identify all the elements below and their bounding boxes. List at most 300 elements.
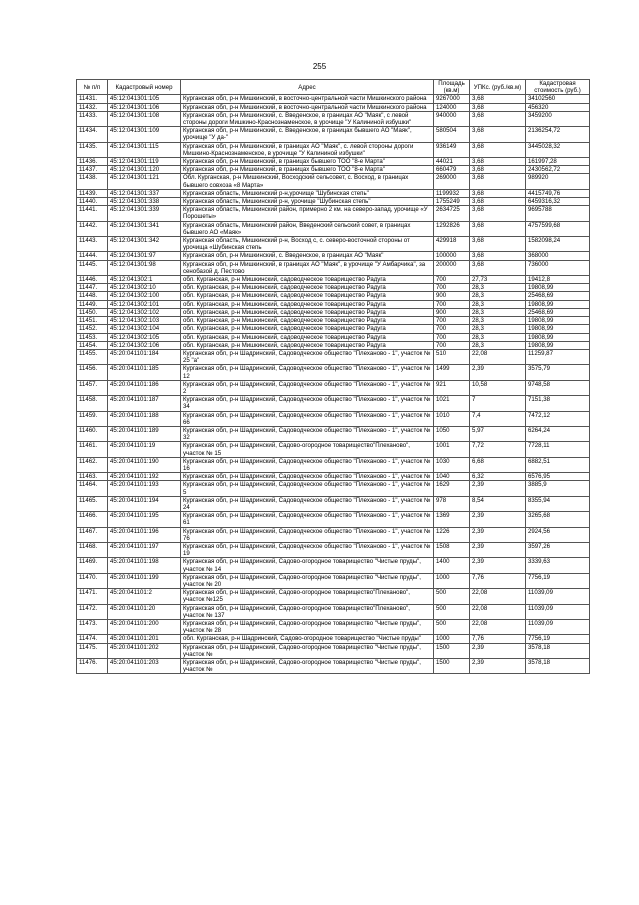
cell-upks: 2,39 bbox=[470, 365, 526, 380]
cell-num: 11467. bbox=[77, 527, 108, 542]
table-row bbox=[77, 496, 590, 511]
cell-cadastral-value: 1582098,24 bbox=[526, 237, 590, 252]
header-address: Адрес bbox=[181, 80, 434, 95]
cell-num: 11457. bbox=[77, 380, 108, 395]
cell-area: 900 bbox=[434, 292, 470, 300]
cell-area: 500 bbox=[434, 589, 470, 604]
cell-address: Курганская область, Мишкинский район, примерно 2 км. на северо-запад, урочище «У Порошеты» bbox=[181, 206, 434, 221]
cell-upks: 3,68 bbox=[470, 206, 526, 221]
table-header-row bbox=[77, 80, 590, 95]
cell-cadastral-value: 3459200 bbox=[526, 111, 590, 126]
cell-num: 11436. bbox=[77, 158, 108, 166]
cell-cadastral-value: 3575,79 bbox=[526, 365, 590, 380]
cell-upks: 2,39 bbox=[470, 512, 526, 527]
cell-upks: 3,68 bbox=[470, 166, 526, 174]
cell-cadastral-number: 45:20:041101:189 bbox=[108, 426, 181, 441]
table-row bbox=[77, 300, 590, 308]
cell-upks: 7,76 bbox=[470, 635, 526, 643]
cell-address: Курганская обл, р-н Мишкинский, с. Введенское, в границах АО "Маяк", с левой стороны дороги Мишкино-Краснознаменское, в урочище "У Калининой избушки" bbox=[181, 111, 434, 126]
cell-area: 700 bbox=[434, 333, 470, 341]
cell-cadastral-number: 45:20:041101:192 bbox=[108, 473, 181, 481]
table-row bbox=[77, 158, 590, 166]
cell-cadastral-value: 11039,09 bbox=[526, 620, 590, 635]
cell-cadastral-value: 19808,99 bbox=[526, 317, 590, 325]
table-row bbox=[77, 325, 590, 333]
cell-upks: 28,3 bbox=[470, 341, 526, 349]
cell-cadastral-value: 2924,56 bbox=[526, 527, 590, 542]
table-row bbox=[77, 589, 590, 604]
cell-address: обл. Курганская, р-н Мишкинский, садоводческое товарищество Радуга bbox=[181, 308, 434, 316]
cell-num: 11472. bbox=[77, 604, 108, 619]
cell-address: Курганская обл, р-н Шадринский, Садово-огородное товарищество "Чистые пруды", участок № bbox=[181, 643, 434, 658]
table-row bbox=[77, 111, 590, 126]
cell-address: Курганская обл, р-н Шадринский, Садоводческое общество "Плеханово - 1", участок № 61 bbox=[181, 512, 434, 527]
table-row bbox=[77, 349, 590, 364]
page-number: 255 bbox=[312, 62, 327, 71]
cell-address: обл. Курганская, р-н Мишкинский, садоводческое товарищество Радуга bbox=[181, 284, 434, 292]
cell-upks: 3,68 bbox=[470, 260, 526, 275]
cell-cadastral-number: 45:20:041101:203 bbox=[108, 659, 181, 674]
table-row bbox=[77, 457, 590, 472]
cell-address: Курганская обл, р-н Мишкинский, с. Введенское, в границах АО "Маяк" bbox=[181, 252, 434, 260]
cell-address: обл. Курганская, р-н Мишкинский, садоводческое товарищество Радуга bbox=[181, 300, 434, 308]
cell-cadastral-number: 45:12:041301:115 bbox=[108, 142, 181, 157]
cell-address: Курганская область, Мишкинский р-н, Восход с, с. северо-восточной стороны от урочища «Шубинская степь bbox=[181, 237, 434, 252]
cell-area: 921 bbox=[434, 380, 470, 395]
cell-address: Курганская обл, р-н Шадринский, Садоводческое общество "Плеханово - 1", участок № 16 bbox=[181, 457, 434, 472]
cell-address: Курганская обл, р-н Шадринский, Садоводческое общество "Плеханово - 1", участок № 12 bbox=[181, 365, 434, 380]
cell-area: 100000 bbox=[434, 252, 470, 260]
cell-upks: 7 bbox=[470, 396, 526, 411]
cell-num: 11474. bbox=[77, 635, 108, 643]
cell-area: 700 bbox=[434, 341, 470, 349]
cell-area: 940000 bbox=[434, 111, 470, 126]
cell-upks: 27,73 bbox=[470, 276, 526, 284]
cell-upks: 3,68 bbox=[470, 142, 526, 157]
cell-upks: 22,08 bbox=[470, 620, 526, 635]
cell-cadastral-value: 3339,63 bbox=[526, 558, 590, 573]
cell-num: 11439. bbox=[77, 189, 108, 197]
cell-num: 11431. bbox=[77, 95, 108, 103]
cell-upks: 28,3 bbox=[470, 308, 526, 316]
header-value: Кадастровая стоимость (руб.) bbox=[526, 80, 590, 95]
cell-num: 11445. bbox=[77, 260, 108, 275]
cell-cadastral-value: 456320 bbox=[526, 103, 590, 111]
cell-cadastral-value: 6882,51 bbox=[526, 457, 590, 472]
table-row bbox=[77, 292, 590, 300]
cell-address: Курганская обл, р-н Мишкинский, в границах бывшего ТОО "8-е Марта" bbox=[181, 158, 434, 166]
table-row bbox=[77, 252, 590, 260]
cell-num: 11464. bbox=[77, 481, 108, 496]
cell-cadastral-number: 45:12:041301:97 bbox=[108, 252, 181, 260]
table-row bbox=[77, 308, 590, 316]
cell-area: 510 bbox=[434, 349, 470, 364]
cell-cadastral-number: 45:12:041301:339 bbox=[108, 206, 181, 221]
cell-address: обл. Курганская, р-н Мишкинский, садоводческое товарищество Радуга bbox=[181, 317, 434, 325]
cell-upks: 3,68 bbox=[470, 158, 526, 166]
cell-cadastral-number: 45:20:041101:200 bbox=[108, 620, 181, 635]
cell-num: 11473. bbox=[77, 620, 108, 635]
cell-cadastral-value: 2136254,72 bbox=[526, 127, 590, 142]
table-row bbox=[77, 426, 590, 441]
cell-upks: 3,68 bbox=[470, 189, 526, 197]
cell-num: 11446. bbox=[77, 276, 108, 284]
cell-area: 500 bbox=[434, 604, 470, 619]
cell-area: 1508 bbox=[434, 542, 470, 557]
table-row bbox=[77, 317, 590, 325]
cell-address: Курганская обл, р-н Шадринский, Садоводческое общество "Плеханово - 1", участок № bbox=[181, 473, 434, 481]
cell-cadastral-value: 3445028,32 bbox=[526, 142, 590, 157]
header-upks: УПКс. (руб./кв.м) bbox=[470, 80, 526, 95]
cell-area: 700 bbox=[434, 325, 470, 333]
cell-area: 44021 bbox=[434, 158, 470, 166]
cell-address: Курганская обл, р-н Мишкинский, в границах АО "Маяк", с. левой стороны дороги Мишкино-Краснознаменское, в урочище "У Калининой избушки" bbox=[181, 142, 434, 157]
cell-num: 11435. bbox=[77, 142, 108, 157]
cell-upks: 22,08 bbox=[470, 589, 526, 604]
table-row bbox=[77, 380, 590, 395]
cell-upks: 3,68 bbox=[470, 174, 526, 189]
cell-address: Курганская область, Мишкинский р-н, урочище "Шубинская степь" bbox=[181, 198, 434, 206]
cell-cadastral-number: 45:12:041302:103 bbox=[108, 317, 181, 325]
cell-address: Курганская обл, р-н Шадринский, Садоводческое общество "Плеханово - 1", участок № 66 bbox=[181, 411, 434, 426]
cell-area: 1629 bbox=[434, 481, 470, 496]
cell-upks: 8,54 bbox=[470, 496, 526, 511]
cell-num: 11451. bbox=[77, 317, 108, 325]
cell-upks: 28,3 bbox=[470, 317, 526, 325]
table-row bbox=[77, 221, 590, 236]
cell-cadastral-value: 6576,95 bbox=[526, 473, 590, 481]
cell-cadastral-number: 45:12:041301:119 bbox=[108, 158, 181, 166]
cell-cadastral-value: 6459316,32 bbox=[526, 198, 590, 206]
cell-cadastral-value: 161997,28 bbox=[526, 158, 590, 166]
cell-cadastral-number: 45:12:041302:1 bbox=[108, 276, 181, 284]
table-row bbox=[77, 127, 590, 142]
cell-cadastral-value: 3578,18 bbox=[526, 643, 590, 658]
cell-area: 660479 bbox=[434, 166, 470, 174]
table-row bbox=[77, 174, 590, 189]
header-num: № п/п bbox=[77, 80, 108, 95]
cell-address: Курганская обл, р-н Шадринский, Садоводческое общество "Плеханово - 1", участок № 25 "а" bbox=[181, 349, 434, 364]
cell-cadastral-value: 368000 bbox=[526, 252, 590, 260]
table-row bbox=[77, 276, 590, 284]
cell-cadastral-number: 45:20:041101:199 bbox=[108, 573, 181, 588]
cell-area: 580504 bbox=[434, 127, 470, 142]
cell-address: Курганская обл, р-н Шадринский, Садово-огородное товарищество "Чистые пруды", участок № 20 bbox=[181, 573, 434, 588]
cell-area: 1292826 bbox=[434, 221, 470, 236]
cell-num: 11460. bbox=[77, 426, 108, 441]
cell-upks: 7,4 bbox=[470, 411, 526, 426]
cell-cadastral-value: 3885,9 bbox=[526, 481, 590, 496]
cell-cadastral-value: 19808,99 bbox=[526, 341, 590, 349]
cell-upks: 6,68 bbox=[470, 457, 526, 472]
cell-cadastral-value: 9748,58 bbox=[526, 380, 590, 395]
cell-cadastral-number: 45:20:041101:197 bbox=[108, 542, 181, 557]
cell-num: 11443. bbox=[77, 237, 108, 252]
cell-address: Курганская обл, р-н Шадринский, Садово-огородное товарищество "Чистые пруды", участок № bbox=[181, 659, 434, 674]
cell-area: 500 bbox=[434, 620, 470, 635]
table-row bbox=[77, 473, 590, 481]
cell-upks: 6,32 bbox=[470, 473, 526, 481]
cell-area: 700 bbox=[434, 317, 470, 325]
table-row bbox=[77, 142, 590, 157]
cell-upks: 3,68 bbox=[470, 111, 526, 126]
cell-num: 11453. bbox=[77, 333, 108, 341]
cadastral-value-table bbox=[76, 79, 590, 674]
cell-cadastral-value: 25468,69 bbox=[526, 308, 590, 316]
cell-num: 11463. bbox=[77, 473, 108, 481]
cell-num: 11432. bbox=[77, 103, 108, 111]
cell-upks: 3,68 bbox=[470, 95, 526, 103]
cell-upks: 22,08 bbox=[470, 349, 526, 364]
cell-cadastral-number: 45:20:041101:202 bbox=[108, 643, 181, 658]
cell-upks: 28,3 bbox=[470, 333, 526, 341]
cell-cadastral-number: 45:12:041301:98 bbox=[108, 260, 181, 275]
cell-address: Курганская обл, р-н Шадринский, Садоводческое общество "Плеханово - 1", участок № 2 bbox=[181, 380, 434, 395]
cell-cadastral-value: 6264,24 bbox=[526, 426, 590, 441]
cell-cadastral-value: 19412,8 bbox=[526, 276, 590, 284]
cell-cadastral-value: 34102560 bbox=[526, 95, 590, 103]
cell-cadastral-value: 7151,38 bbox=[526, 396, 590, 411]
cell-upks: 2,39 bbox=[470, 558, 526, 573]
cell-num: 11447. bbox=[77, 284, 108, 292]
cell-cadastral-value: 25468,69 bbox=[526, 292, 590, 300]
cell-area: 1500 bbox=[434, 659, 470, 674]
cell-area: 1400 bbox=[434, 558, 470, 573]
cell-num: 11434. bbox=[77, 127, 108, 142]
cell-num: 11442. bbox=[77, 221, 108, 236]
cell-cadastral-number: 45:20:041101:194 bbox=[108, 496, 181, 511]
table-row bbox=[77, 512, 590, 527]
cell-address: Обл. Курганская, р-н Мишкинский, Восходский сельсовет, с. Восход, в границах бывшего совхоза «8 Марта» bbox=[181, 174, 434, 189]
cell-upks: 28,3 bbox=[470, 325, 526, 333]
cell-cadastral-number: 45:12:041302:10 bbox=[108, 284, 181, 292]
cell-cadastral-number: 45:12:041301:342 bbox=[108, 237, 181, 252]
cell-upks: 28,3 bbox=[470, 284, 526, 292]
cell-cadastral-number: 45:12:041301:106 bbox=[108, 103, 181, 111]
cell-num: 11469. bbox=[77, 558, 108, 573]
cell-address: Курганская обл, р-н Шадринский, Садово-огородное товарищество"Плеханово", участок №125 bbox=[181, 589, 434, 604]
cell-cadastral-value: 736000 bbox=[526, 260, 590, 275]
cell-address: обл. Курганская, р-н Мишкинский, садоводческое товарищество Радуга bbox=[181, 325, 434, 333]
cell-address: Курганская обл, р-н Шадринский, Садово-огородное товарищество"Плеханово", участок № 15 bbox=[181, 442, 434, 457]
cell-address: Курганская область, Мишкинский р-н,урочище "Шубинская степь" bbox=[181, 189, 434, 197]
cell-cadastral-number: 45:20:041101:195 bbox=[108, 512, 181, 527]
table-row bbox=[77, 659, 590, 674]
cell-area: 700 bbox=[434, 284, 470, 292]
cell-area: 1499 bbox=[434, 365, 470, 380]
table-row bbox=[77, 411, 590, 426]
cell-upks: 5,97 bbox=[470, 426, 526, 441]
cell-area: 1000 bbox=[434, 573, 470, 588]
cell-cadastral-number: 45:20:041101:2 bbox=[108, 589, 181, 604]
cell-area: 1050 bbox=[434, 426, 470, 441]
cell-upks: 7,72 bbox=[470, 442, 526, 457]
table-row bbox=[77, 643, 590, 658]
table-row bbox=[77, 189, 590, 197]
cell-num: 11456. bbox=[77, 365, 108, 380]
cell-upks: 3,68 bbox=[470, 127, 526, 142]
cell-area: 1040 bbox=[434, 473, 470, 481]
table-row bbox=[77, 333, 590, 341]
cell-cadastral-number: 45:20:041101:19 bbox=[108, 442, 181, 457]
cell-cadastral-number: 45:12:041301:108 bbox=[108, 111, 181, 126]
cell-address: Курганская обл, р-н Шадринский, Садово-огородное товарищество"Плеханово", участок № 137 bbox=[181, 604, 434, 619]
table-row bbox=[77, 558, 590, 573]
cell-area: 1010 bbox=[434, 411, 470, 426]
cell-address: Курганская обл, р-н Мишкинский, в восточно-центральной части Мишкинского района bbox=[181, 95, 434, 103]
cell-area: 1199932 bbox=[434, 189, 470, 197]
cell-area: 700 bbox=[434, 276, 470, 284]
cell-num: 11438. bbox=[77, 174, 108, 189]
cell-num: 11458. bbox=[77, 396, 108, 411]
cell-cadastral-number: 45:20:041101:201 bbox=[108, 635, 181, 643]
cell-num: 11459. bbox=[77, 411, 108, 426]
cell-address: обл. Курганская, р-н Шадринский, Садово-огородное товарищество "Чистые пруды" bbox=[181, 635, 434, 643]
cell-cadastral-value: 989920 bbox=[526, 174, 590, 189]
cell-upks: 2,39 bbox=[470, 481, 526, 496]
cell-num: 11468. bbox=[77, 542, 108, 557]
cell-cadastral-number: 45:20:041101:184 bbox=[108, 349, 181, 364]
cell-address: Курганская обл, р-н Шадринский, Садоводческое общество "Плеханово - 1", участок № 19 bbox=[181, 542, 434, 557]
cell-cadastral-value: 11259,87 bbox=[526, 349, 590, 364]
cell-cadastral-number: 45:12:041301:120 bbox=[108, 166, 181, 174]
cell-area: 1021 bbox=[434, 396, 470, 411]
cell-num: 11440. bbox=[77, 198, 108, 206]
table-row bbox=[77, 527, 590, 542]
cell-num: 11470. bbox=[77, 573, 108, 588]
cell-upks: 3,68 bbox=[470, 198, 526, 206]
cell-cadastral-number: 45:20:041101:193 bbox=[108, 481, 181, 496]
cell-area: 1226 bbox=[434, 527, 470, 542]
cell-upks: 3,68 bbox=[470, 103, 526, 111]
table-row bbox=[77, 198, 590, 206]
cell-cadastral-number: 45:20:041101:186 bbox=[108, 380, 181, 395]
table-row bbox=[77, 365, 590, 380]
cell-address: Курганская обл, р-н Мишкинский, с. Введенское, в границах бывшего АО "Маяк", урочище "У да-" bbox=[181, 127, 434, 142]
cell-area: 1369 bbox=[434, 512, 470, 527]
cell-cadastral-number: 45:20:041101:188 bbox=[108, 411, 181, 426]
cell-upks: 3,68 bbox=[470, 221, 526, 236]
cell-cadastral-value: 8355,94 bbox=[526, 496, 590, 511]
cell-cadastral-number: 45:20:041101:185 bbox=[108, 365, 181, 380]
cell-address: Курганская обл, р-н Шадринский, Садово-огородное товарищество "Чистые пруды", участок № 28 bbox=[181, 620, 434, 635]
cell-upks: 10,58 bbox=[470, 380, 526, 395]
cell-num: 11455. bbox=[77, 349, 108, 364]
cell-cadastral-value: 3578,18 bbox=[526, 659, 590, 674]
cell-address: Курганская область, Мишкинский район, Введенский сельский совет, в границах бывшего АО «Маяк» bbox=[181, 221, 434, 236]
cell-area: 900 bbox=[434, 308, 470, 316]
cell-address: обл. Курганская, р-н Мишкинский, садоводческое товарищество Радуга bbox=[181, 292, 434, 300]
cell-cadastral-number: 45:20:041101:196 bbox=[108, 527, 181, 542]
cell-area: 936149 bbox=[434, 142, 470, 157]
cell-address: Курганская обл, р-н Шадринский, Садоводческое общество "Плеханово - 1", участок № 5 bbox=[181, 481, 434, 496]
cell-area: 429918 bbox=[434, 237, 470, 252]
cell-cadastral-value: 11039,09 bbox=[526, 589, 590, 604]
cell-cadastral-number: 45:12:041302:105 bbox=[108, 333, 181, 341]
cell-area: 1755249 bbox=[434, 198, 470, 206]
cell-area: 124000 bbox=[434, 103, 470, 111]
cell-area: 1500 bbox=[434, 643, 470, 658]
cell-address: Курганская обл, р-н Шадринский, Садоводческое общество "Плеханово - 1", участок № 76 bbox=[181, 527, 434, 542]
cell-num: 11441. bbox=[77, 206, 108, 221]
cell-cadastral-value: 11039,09 bbox=[526, 604, 590, 619]
cell-area: 700 bbox=[434, 300, 470, 308]
cell-address: Курганская обл, р-н Мишкинский, в восточно-центральной части Мишкинского района bbox=[181, 103, 434, 111]
cell-area: 2634725 bbox=[434, 206, 470, 221]
cell-area: 269000 bbox=[434, 174, 470, 189]
table-row bbox=[77, 481, 590, 496]
cell-upks: 3,68 bbox=[470, 252, 526, 260]
cell-cadastral-value: 4415749,76 bbox=[526, 189, 590, 197]
cell-cadastral-value: 3597,26 bbox=[526, 542, 590, 557]
cell-cadastral-value: 2430562,72 bbox=[526, 166, 590, 174]
cell-cadastral-value: 19808,99 bbox=[526, 284, 590, 292]
table-row bbox=[77, 396, 590, 411]
header-area: Площадь (кв.м) bbox=[434, 80, 470, 95]
cell-area: 978 bbox=[434, 496, 470, 511]
cell-num: 11466. bbox=[77, 512, 108, 527]
cell-address: обл. Курганская, р-н Мишкинский, садоводческое товарищество Радуга bbox=[181, 341, 434, 349]
cell-num: 11476. bbox=[77, 659, 108, 674]
cell-num: 11437. bbox=[77, 166, 108, 174]
cell-cadastral-value: 19808,99 bbox=[526, 300, 590, 308]
cell-num: 11449. bbox=[77, 300, 108, 308]
cell-num: 11465. bbox=[77, 496, 108, 511]
cell-area: 1000 bbox=[434, 635, 470, 643]
cell-cadastral-value: 19808,99 bbox=[526, 333, 590, 341]
cell-cadastral-value: 7756,19 bbox=[526, 635, 590, 643]
cell-upks: 28,3 bbox=[470, 300, 526, 308]
cell-cadastral-number: 45:12:041302:106 bbox=[108, 341, 181, 349]
cell-cadastral-number: 45:12:041302:101 bbox=[108, 300, 181, 308]
cell-cadastral-value: 3265,68 bbox=[526, 512, 590, 527]
cell-cadastral-value: 19808,99 bbox=[526, 325, 590, 333]
cell-cadastral-number: 45:12:041302:104 bbox=[108, 325, 181, 333]
table-row bbox=[77, 284, 590, 292]
cell-cadastral-number: 45:12:041301:337 bbox=[108, 189, 181, 197]
cell-upks: 2,39 bbox=[470, 643, 526, 658]
table-row bbox=[77, 442, 590, 457]
table-row bbox=[77, 341, 590, 349]
cell-address: Курганская обл, р-н Шадринский, Садоводческое общество "Плеханово - 1", участок № 32 bbox=[181, 426, 434, 441]
cell-cadastral-number: 45:20:041101:20 bbox=[108, 604, 181, 619]
table-row bbox=[77, 166, 590, 174]
cell-cadastral-number: 45:20:041101:187 bbox=[108, 396, 181, 411]
cell-upks: 2,39 bbox=[470, 527, 526, 542]
cell-cadastral-value: 7472,12 bbox=[526, 411, 590, 426]
cell-upks: 7,76 bbox=[470, 573, 526, 588]
cell-cadastral-number: 45:12:041301:338 bbox=[108, 198, 181, 206]
cell-address: Курганская обл, р-н Шадринский, Садоводческое общество "Плеханово - 1", участок № 24 bbox=[181, 496, 434, 511]
table-row bbox=[77, 542, 590, 557]
cell-address: Курганская обл, р-н Шадринский, Садоводческое общество "Плеханово - 1", участок № 34 bbox=[181, 396, 434, 411]
cell-upks: 28,3 bbox=[470, 292, 526, 300]
table-row bbox=[77, 604, 590, 619]
cell-num: 11444. bbox=[77, 252, 108, 260]
cell-area: 9267000 bbox=[434, 95, 470, 103]
cell-upks: 2,39 bbox=[470, 659, 526, 674]
cell-cadastral-value: 9695788 bbox=[526, 206, 590, 221]
cell-area: 200000 bbox=[434, 260, 470, 275]
cell-num: 11448. bbox=[77, 292, 108, 300]
cell-cadastral-value: 4757599,68 bbox=[526, 221, 590, 236]
cell-address: Курганская обл, р-н Мишкинский, в границах бывшего ТОО "8-е Марта" bbox=[181, 166, 434, 174]
cell-upks: 3,68 bbox=[470, 237, 526, 252]
cell-area: 1030 bbox=[434, 457, 470, 472]
table-row bbox=[77, 573, 590, 588]
cell-num: 11461. bbox=[77, 442, 108, 457]
cell-cadastral-value: 7756,19 bbox=[526, 573, 590, 588]
